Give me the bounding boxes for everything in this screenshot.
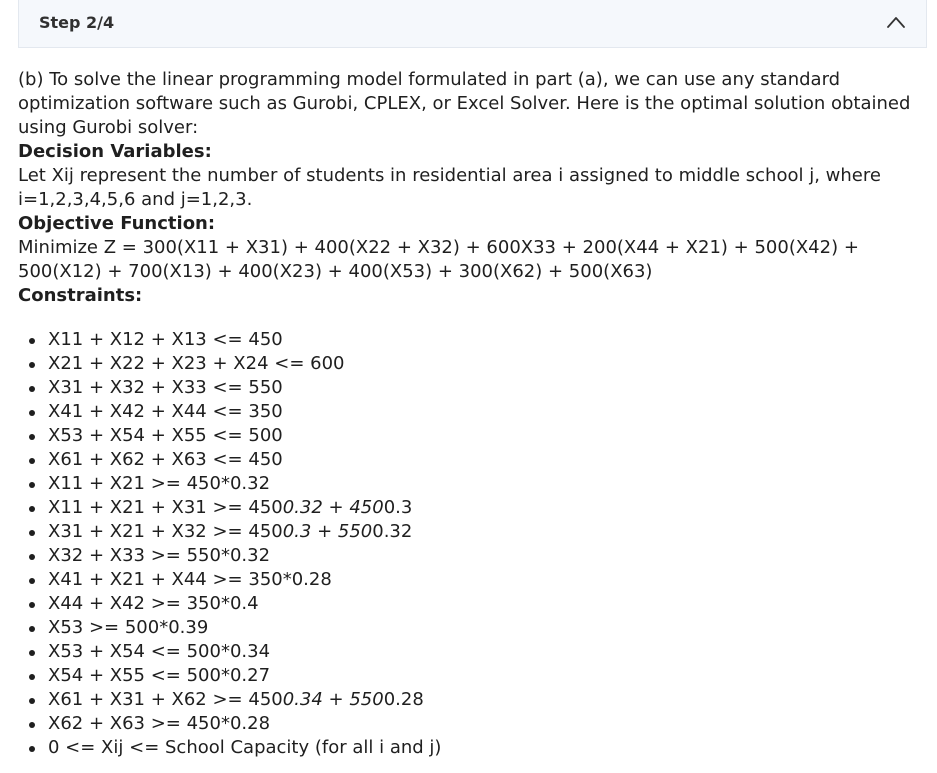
constraint-item: X11 + X12 + X13 <= 450	[18, 328, 923, 352]
constraint-item: X53 + X54 <= 500*0.34	[18, 640, 923, 664]
constraint-item: X41 + X42 + X44 <= 350	[18, 400, 923, 424]
constraint-text: 0.28	[383, 689, 424, 710]
constraint-item	[18, 520, 923, 544]
constraint-item: X44 + X42 >= 350*0.4	[18, 592, 923, 616]
constraint-item: X32 + X33 >= 550*0.32	[18, 544, 923, 568]
decision-variables-heading: Decision Variables:	[18, 141, 212, 162]
constraint-item	[18, 496, 923, 520]
spacer	[18, 308, 923, 328]
constraint-text: 0.3	[383, 497, 413, 518]
constraint-italic-text: 0.34 + 550	[282, 689, 384, 710]
constraint-item: X54 + X55 <= 500*0.27	[18, 664, 923, 688]
step-header[interactable]	[18, 0, 927, 48]
constraint-italic-text: 0.3 + 550	[282, 521, 373, 542]
decision-variables-text: Let Xij represent the number of students in residential area i assigned to middle school j, where i=1,2,3,4,5,6 and j=1,2,3.	[18, 165, 881, 210]
constraint-italic-text: 0.32 + 450	[282, 497, 384, 518]
constraint-item: X62 + X63 >= 450*0.28	[18, 712, 923, 736]
constraint-text: X61 + X31 + X62 >= 450	[48, 689, 283, 710]
constraint-item: X53 >= 500*0.39	[18, 616, 923, 640]
constraint-item: X41 + X21 + X44 >= 350*0.28	[18, 568, 923, 592]
constraint-item: X11 + X21 >= 450*0.32	[18, 472, 923, 496]
constraint-item: X53 + X54 + X55 <= 500	[18, 424, 923, 448]
constraint-item: X61 + X62 + X63 <= 450	[18, 448, 923, 472]
objective-function-text: Minimize Z = 300(X11 + X31) + 400(X22 + X32) + 600X33 + 200(X44 + X21) + 500(X42) + 500(X12) + 700(X13) + 400(X23) + 400(X53) + 300(X62) + 500(X63)	[18, 237, 859, 282]
intro-paragraph: (b) To solve the linear programming model formulated in part (a), we can use any standard optimization software such as Gurobi, CPLEX, or Excel Solver. Here is the optimal solution obtained using Gurobi solver:	[18, 69, 911, 138]
constraint-item: X31 + X32 + X33 <= 550	[18, 376, 923, 400]
step-content	[18, 68, 923, 760]
constraint-text: X31 + X21 + X32 >= 450	[48, 521, 283, 542]
constraint-item	[18, 688, 923, 712]
constraint-item: X21 + X22 + X23 + X24 <= 600	[18, 352, 923, 376]
constraint-text: X11 + X21 + X31 >= 450	[48, 497, 283, 518]
constraints-heading: Constraints:	[18, 285, 143, 306]
constraints-list	[18, 328, 923, 760]
objective-function-heading: Objective Function:	[18, 213, 216, 234]
constraint-text: 0.32	[372, 521, 413, 542]
constraint-item: 0 <= Xij <= School Capacity (for all i and j)	[18, 736, 923, 760]
chevron-up-icon[interactable]	[886, 15, 906, 29]
step-title: Step 2/4	[39, 13, 115, 32]
